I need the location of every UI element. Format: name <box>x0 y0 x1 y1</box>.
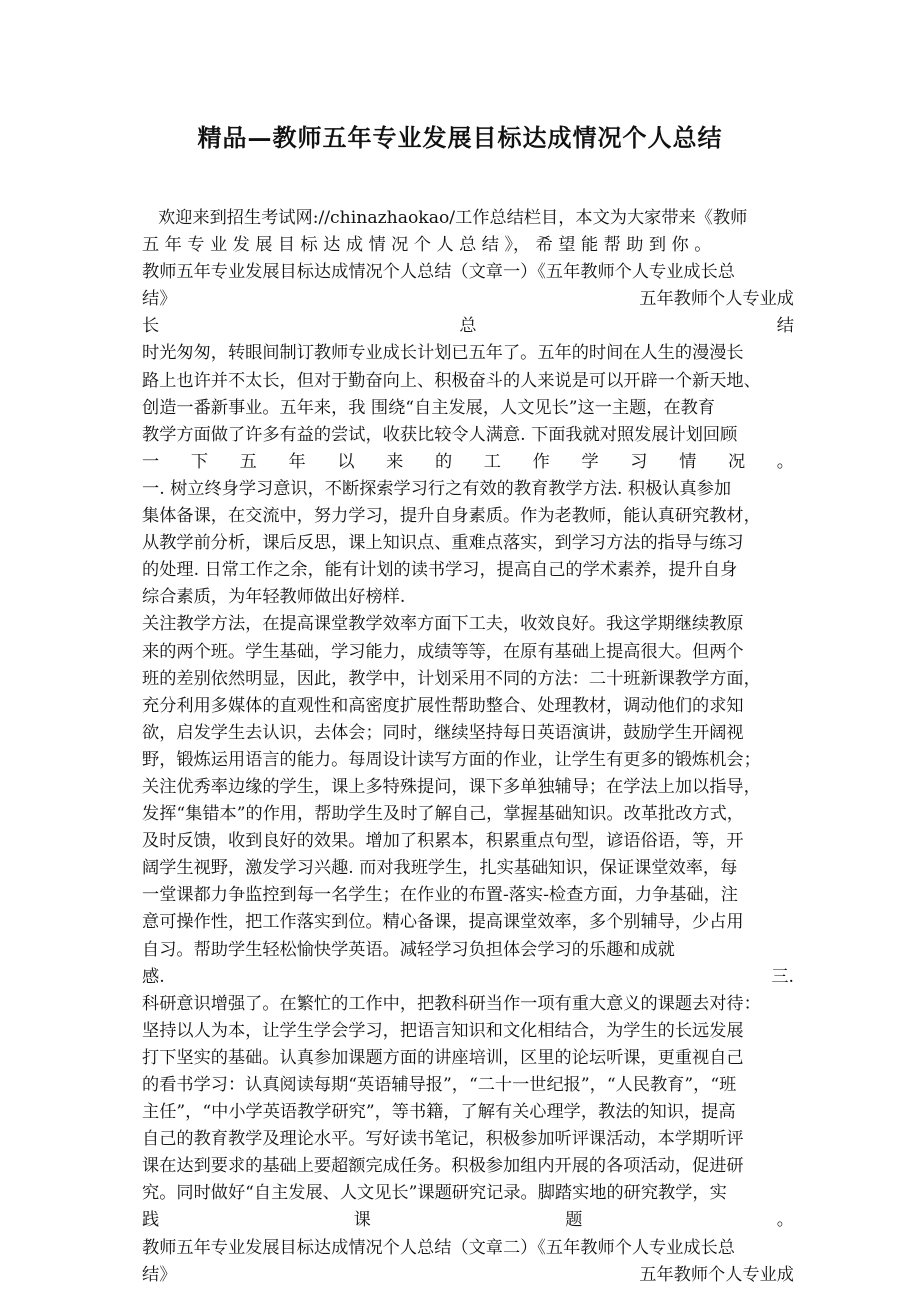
line-segment: 工 <box>483 451 501 472</box>
line-segment: 感. <box>142 966 165 987</box>
paragraph-line: 关注教学方法，在提高课堂教学效率方面下工夫，收效良好。我这学期继续教原 <box>142 614 744 635</box>
line-segment: 情 <box>679 451 697 472</box>
paragraph-line: 究。同时做好“自主发展、人文见长”课题研究记录。脚踏实地的研究教学，实 <box>142 1183 727 1204</box>
paragraph-line: 坚持以人为本，让学生学会学习，把语言知识和文化相结合，为学生的长远发展 <box>142 1020 744 1041</box>
paragraph-line <box>142 286 794 313</box>
line-segment: 五 <box>239 451 257 472</box>
paragraph-line: 打下坚实的基础。认真参加课题方面的讲座培训，区里的论坛听课，更重视自己 <box>142 1047 744 1068</box>
line-segment: 长 <box>142 316 160 337</box>
line-segment: 总 <box>459 316 477 337</box>
line-segment: 的 <box>434 451 453 472</box>
paragraph-line: 综合素质，为年轻教师做出好榜样. <box>142 587 406 608</box>
line-segment: 结 <box>776 316 794 337</box>
line-segment: 五年教师个人专业成 <box>639 289 794 310</box>
paragraph-line: 集体备课，在交流中，努力学习，提升自身素质。作为老教师，能认真研究教材， <box>142 506 761 527</box>
document-body <box>142 205 794 1289</box>
line-segment: 作 <box>532 451 550 472</box>
paragraph-line: 教学方面做了许多有益的尝试，收获比较令人满意. 下面我就对照发展计划回顾 <box>142 424 738 445</box>
line-segment: 五年教师个人专业成 <box>639 1264 794 1285</box>
paragraph-line: 的处理. 日常工作之余，能有计划的读书学习，提高自己的学术素养，提升自身 <box>142 560 738 581</box>
document-title: 精品—教师五年专业发展目标达成情况个人总结 <box>197 123 723 152</box>
line-segment: 。 <box>776 1210 794 1231</box>
line-segment: 习 <box>630 451 648 472</box>
paragraph-line <box>142 1207 794 1234</box>
paragraph-line: 充分利用多媒体的直观性和高密度扩展性帮助整合、处理教材，调动他们的求知 <box>142 695 744 716</box>
line-segment: 学 <box>581 451 599 472</box>
paragraph-line: 自习。帮助学生轻松愉快学英语。减轻学习负担体会学习的乐趣和成就 <box>142 939 675 960</box>
paragraph-line: 主任”，“中小学英语教学研究”，等书籍，了解有关心理学，教法的知识，提高 <box>142 1102 736 1123</box>
paragraph-line: 课在达到要求的基础上要超额完成任务。积极参加组内开展的各项活动，促进研 <box>142 1156 744 1177</box>
paragraph-line: 及时反馈，收到良好的效果。增加了积累本，积累重点句型，谚语俗语，等，开 <box>142 831 744 852</box>
paragraph-line: 来的两个班。学生基础，学习能力，成绩等等，在原有基础上提高很大。但两个 <box>142 641 744 662</box>
paragraph-line: 时光匆匆，转眼间制订教师专业成长计划已五年了。五年的时间在人生的漫漫长 <box>142 343 744 364</box>
line-segment: 来 <box>386 451 404 472</box>
line-segment: 题 <box>565 1210 583 1231</box>
line-segment: 结》 <box>142 1264 177 1285</box>
paragraph-line: 意可操作性，把工作落实到位。精心备课，提高课堂效率，多个别辅导，少占用 <box>142 912 744 933</box>
paragraph-line: 班的差别依然明显，因此，教学中，计划采用不同的方法：二十班新课教学方面， <box>142 668 761 689</box>
paragraph-line <box>142 313 794 340</box>
paragraph-line: 教师五年专业发展目标达成情况个人总结（文章二）《五年教师个人专业成长总 <box>142 1237 735 1258</box>
paragraph-line: 从教学前分析，课后反思，课上知识点、重难点落实，到学习方法的指导与练习 <box>142 533 744 554</box>
line-segment: 。 <box>776 451 794 472</box>
paragraph-line: 教师五年专业发展目标达成情况个人总结（文章一）《五年教师个人专业成长总 <box>142 262 735 283</box>
line-segment: 课 <box>353 1210 371 1231</box>
line-segment: 一 <box>142 451 160 472</box>
paragraph-line: 阔学生视野，激发学习兴趣. 而对我班学生，扎实基础知识，保证课堂效率，每 <box>142 858 738 879</box>
paragraph-line <box>142 449 794 476</box>
paragraph-line: 五 年 专 业 发 展 目 标 达 成 情 况 个 人 总 结 》， 希 望 能 帮 助 到 你 。 <box>142 235 712 256</box>
line-segment: 年 <box>288 451 306 472</box>
paragraph-line: 的看书学习：认真阅读每期“英语辅导报”，“二十一世纪报”，“人民教育”，“班 <box>142 1075 737 1095</box>
paragraph-line: 一. 树立终身学习意识，不断探索学习行之有效的教育教学方法. 积极认真参加 <box>142 478 732 499</box>
paragraph-line: 创造一番新事业。五年来，我 围绕“自主发展，人文见长”这一主题，在教育 <box>142 397 716 418</box>
line-segment: 以 <box>337 451 355 472</box>
line-segment: 三. <box>771 966 794 987</box>
line-segment: 结》 <box>142 289 177 310</box>
paragraph-line: 欢迎来到招生考试网://chinazhaokao/工作总结栏目，本文为大家带来《教师 <box>158 208 748 228</box>
line-segment: 下 <box>190 451 209 472</box>
line-segment: 践 <box>142 1210 160 1231</box>
paragraph-line <box>142 964 794 991</box>
paragraph-line: 欲，启发学生去认识，去体会；同时，继续坚持每日英语演讲，鼓励学生开阔视 <box>142 722 744 743</box>
line-segment: 况 <box>727 451 746 472</box>
paragraph-line: 科研意识增强了。在繁忙的工作中，把教科研当作一项有重大意义的课题去对待： <box>142 993 761 1014</box>
paragraph-line: 关注优秀率边缘的学生，课上多特殊提问，课下多单独辅导；在学法上加以指导， <box>142 776 761 797</box>
paragraph-line: 发挥“集错本”的作用，帮助学生及时了解自己，掌握基础知识。改革批改方式， <box>142 804 744 825</box>
paragraph-line <box>142 1262 794 1289</box>
paragraph-line: 路上也许并不太长，但对于勤奋向上、积极奋斗的人来说是可以开辟一个新天地、 <box>142 370 761 391</box>
paragraph-line: 野，锻炼运用语言的能力。每周设计读写方面的作业，让学生有更多的锻炼机会； <box>142 749 761 770</box>
paragraph-line: 自己的教育教学及理论水平。写好读书笔记，积极参加听评课活动，本学期听评 <box>142 1129 744 1150</box>
paragraph-line: 一堂课都力争监控到每一名学生；在作业的布置-落实-检查方面，力争基础，注 <box>142 885 738 906</box>
